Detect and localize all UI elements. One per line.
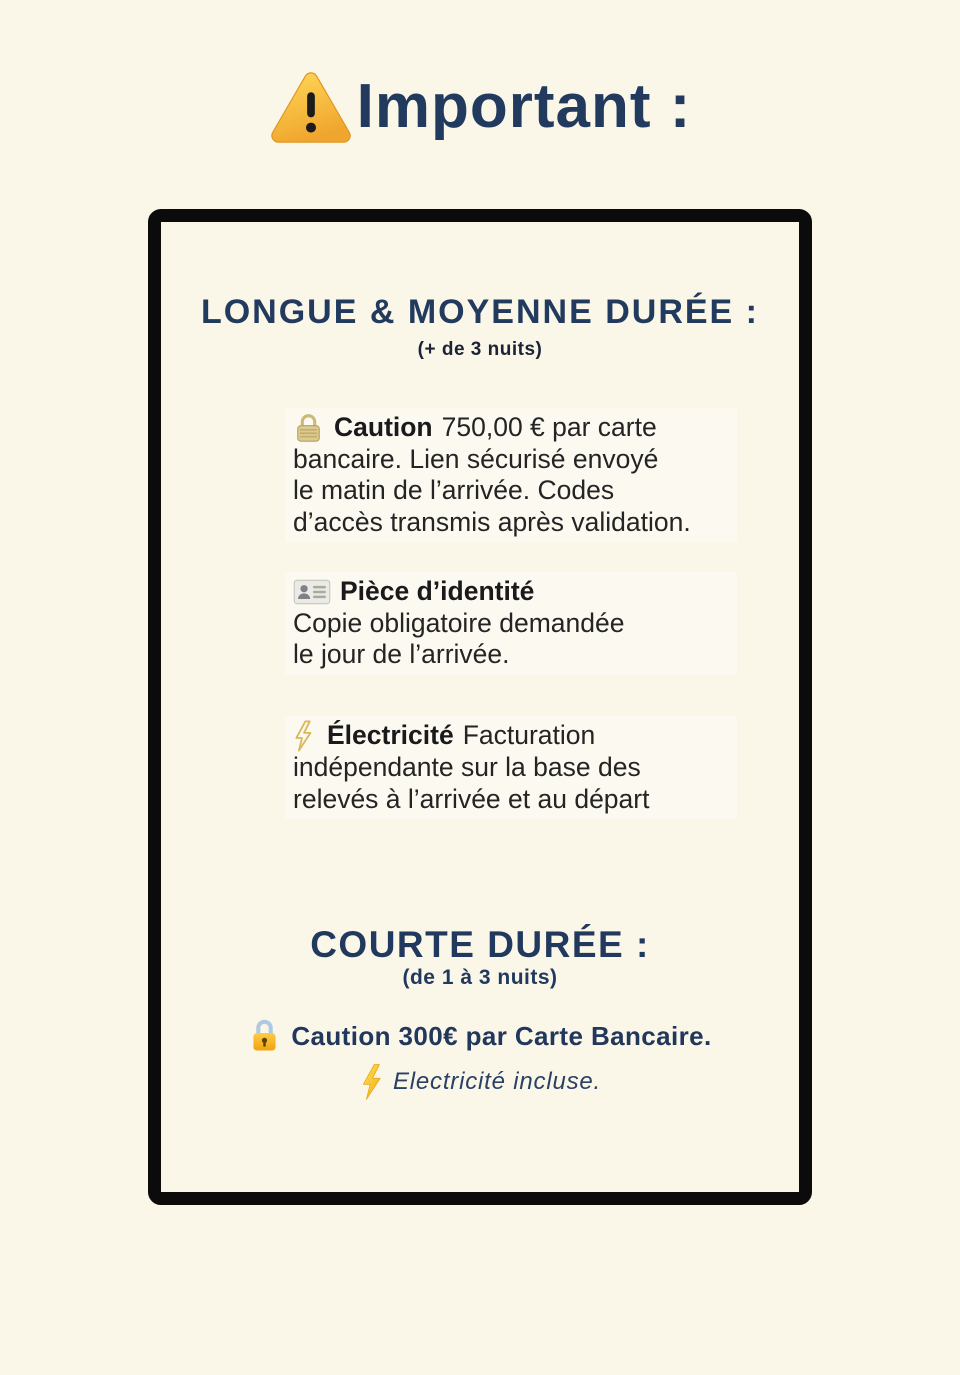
short-stay-electricity-text: Electricité incluse. xyxy=(392,1068,602,1095)
caution-first-line: 750,00 € par carte xyxy=(441,412,657,442)
electricity-line: indépendante sur la base des xyxy=(293,752,641,782)
id-card-icon xyxy=(293,578,331,606)
caution-line: le matin de l’arrivée. Codes xyxy=(293,475,615,505)
electricity-heading-line xyxy=(293,720,729,752)
electricity-line: relevés à l’arrivée et au départ xyxy=(293,783,650,814)
electricity-first-line: Facturation xyxy=(462,720,596,751)
long-stay-subheading: (+ de 3 nuits) xyxy=(417,339,543,360)
caution-label: Caution xyxy=(334,412,433,442)
short-stay-caution xyxy=(161,1020,799,1053)
identity-line: Copie obligatoire demandée xyxy=(293,607,625,638)
caution-heading-line xyxy=(293,412,729,444)
caution-line: d’accès transmis après validation. xyxy=(293,506,691,537)
lightning-outline-icon xyxy=(293,720,315,752)
short-stay-caution-text: Caution 300€ par Carte Bancaire. xyxy=(291,1021,712,1051)
locked-padlock-icon xyxy=(248,1016,281,1053)
page-title xyxy=(0,56,960,156)
short-stay-electricity xyxy=(161,1063,799,1101)
long-stay-heading: LONGUE & MOYENNE DURÉE : xyxy=(200,293,760,331)
info-box xyxy=(148,209,812,1205)
lightning-icon xyxy=(359,1063,386,1101)
warning-icon xyxy=(269,69,353,147)
identity-heading-line xyxy=(293,576,729,608)
identity-paragraph xyxy=(285,572,737,675)
short-stay-subheading: (de 1 à 3 nuits) xyxy=(402,966,558,989)
electricity-paragraph xyxy=(285,716,737,819)
short-stay-heading: COURTE DURÉE : xyxy=(310,924,650,965)
caution-paragraph xyxy=(285,408,737,542)
caution-line: bancaire. Lien sécurisé envoyé xyxy=(293,443,659,474)
identity-line: le jour de l’arrivée. xyxy=(293,639,510,669)
electricity-label: Électricité xyxy=(327,720,454,751)
page-title-text: Important : xyxy=(356,71,692,141)
identity-label: Pièce d’identité xyxy=(340,576,535,606)
padlock-icon xyxy=(293,412,324,443)
